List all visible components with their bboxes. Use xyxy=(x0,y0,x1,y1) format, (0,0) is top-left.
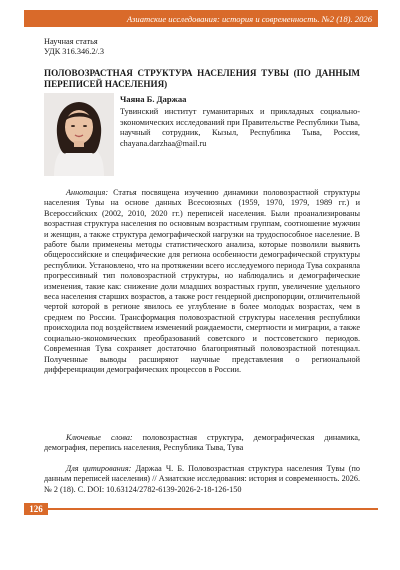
keywords-text: половозрастная структура, демографическая динамика, демография, перепись населения, Республика Тыва, Тува xyxy=(44,433,360,453)
article-type: Научная статья xyxy=(44,37,98,46)
citation xyxy=(44,464,360,495)
author-affiliation: Тувинский институт гуманитарных и прикладных социально-экономических исследований при Правительстве Республики Тыва, научный сотрудник, Кызыл, Республика Тыва, Россия, chayana.darzhaa@mail.ru xyxy=(120,107,360,149)
udk-code: УДК 316.346.2/.3 xyxy=(44,47,105,56)
keywords xyxy=(44,433,360,454)
keywords-label: Ключевые слова: xyxy=(66,433,133,442)
author-photo xyxy=(44,93,114,176)
page-number: 126 xyxy=(24,503,48,515)
citation-label: Для цитирования: xyxy=(66,464,132,473)
author-name: Чаяна Б. Даржаа xyxy=(120,94,187,104)
running-header xyxy=(24,10,378,27)
abstract-text: Статья посвящена изучению динамики половозрастной структуры населения Тувы на основе данных Всесоюзных (1959, 1970, 1979, 1989 гг.) и Всероссийских (2002, 2010, 2020 гг.) переписей населения. Были проанализированы возрастная структура населения по основным возрастным группам, соотношение мужчин и женщин, а также структура демографической нагрузки на трудоспособное население. В работе были применены методы статистического анализа, которые позволили выявить общероссийские и специфические для региона особенности демографической структуры республики. Установлено, что на протяжении всего исследуемого периода Тува сохраняла прогрессивный тип половозрастной структуры, но наблюдались и демографические изменения, такие как: снижение доли младших возрастных групп, увеличение удельного веса населения старших возрастов, а также рост гендерной диспропорции, отличительной чертой которой в регионе явилось ее углубление в более молодых возрастах, чем в среднем по России. Трансформация половозрастной структуры населения республики происходила под воздействием изменений рождаемости, смертности и миграции, а также социально-экономических преобразований советского и постсоветского периодов. Современная Тува сохраняет достаточно благоприятный половозрастной потенциал. Полученные выводы расширяют научные представления о региональной дифференциации демографических процессов в России. xyxy=(44,188,360,374)
citation-text: Даржаа Ч. Б. Половозрастная структура населения Тувы (по данным переписей населения) // Азиатские исследования: история и современность. 2026. № 2 (18). С. DOI: 10.63124/2782-6139-2026-2-18-126-150 xyxy=(44,464,361,494)
author-portrait-image xyxy=(44,93,114,176)
footer-rule xyxy=(24,508,378,510)
article-title: ПОЛОВОЗРАСТНАЯ СТРУКТУРА НАСЕЛЕНИЯ ТУВЫ (ПО ДАННЫМ ПЕРЕПИСЕЙ НАСЕЛЕНИЯ) xyxy=(44,68,360,89)
abstract-label: Аннотация: xyxy=(66,188,109,197)
running-title: Азиатские исследования: история и современность. №2 (18). 2026 xyxy=(126,13,372,24)
abstract xyxy=(44,188,360,375)
